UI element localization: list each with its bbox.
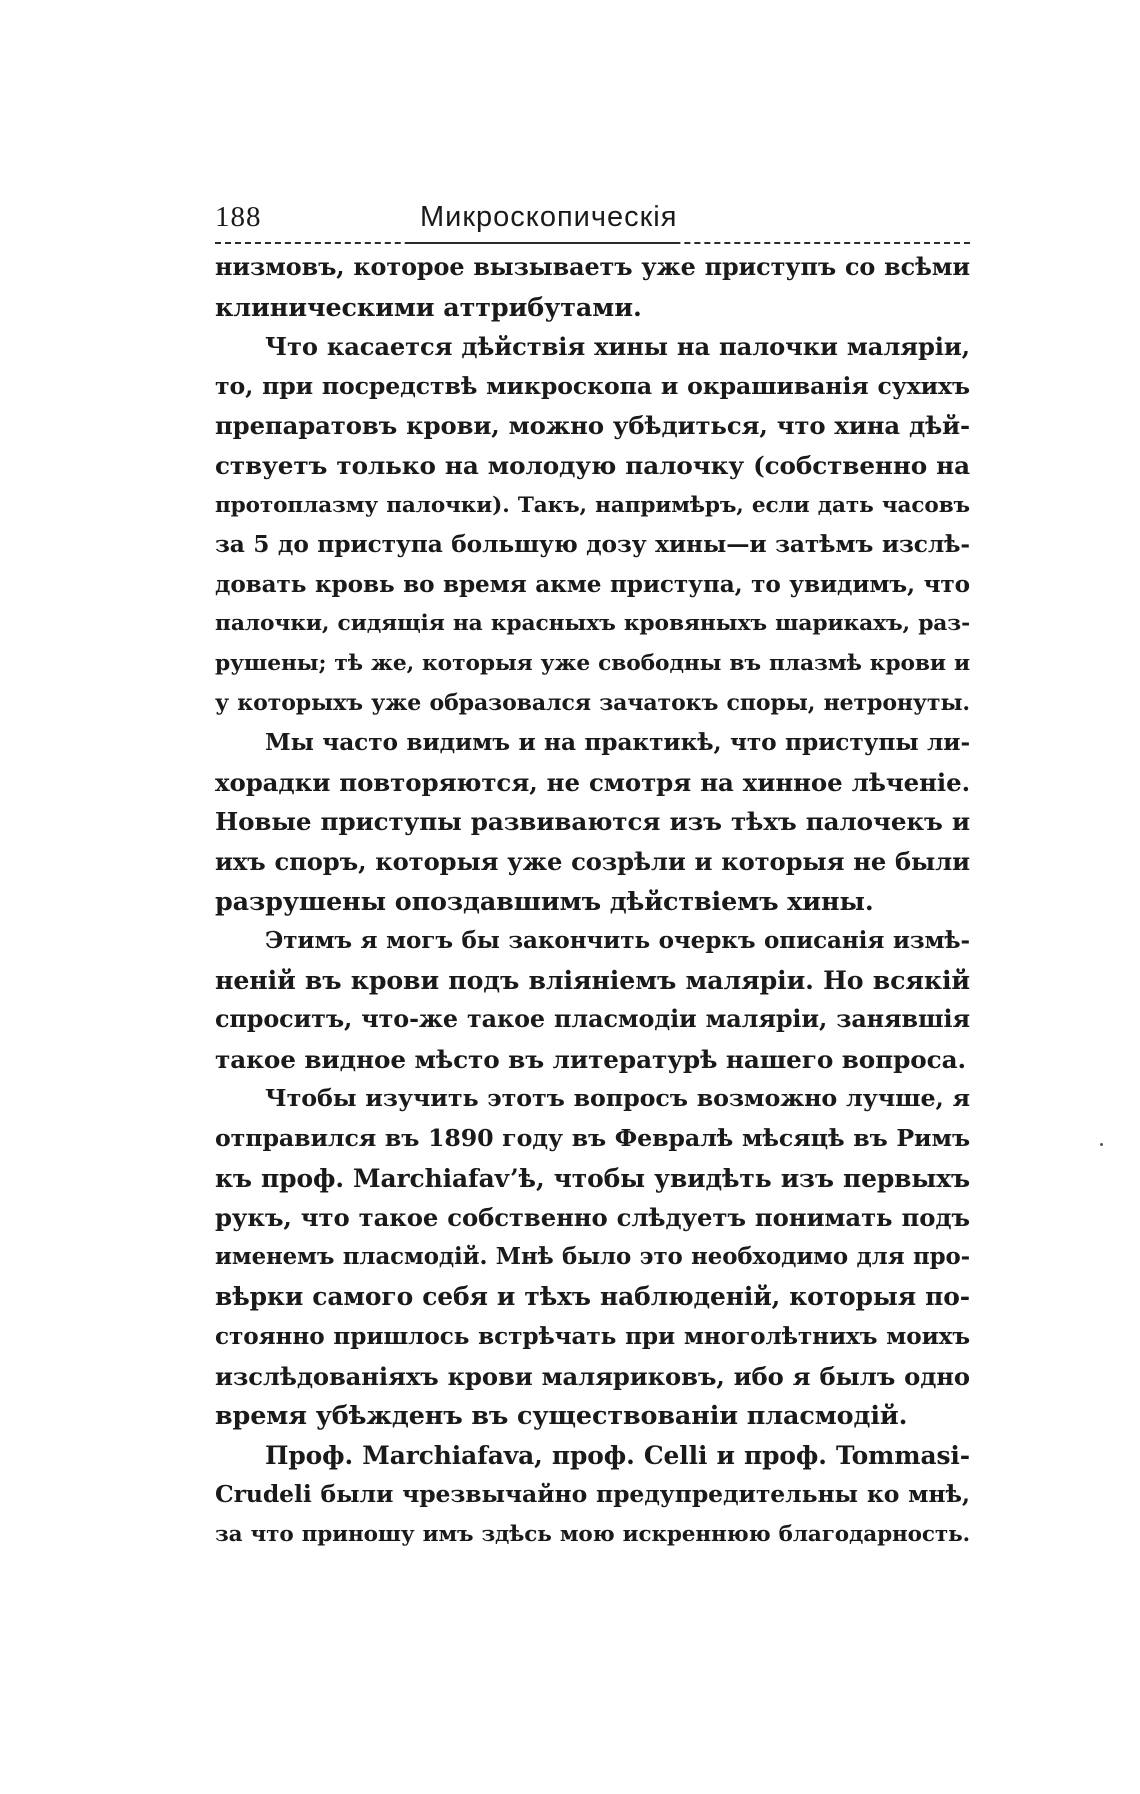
text-line: протоплазму палочки). Такъ, напримѣръ, если дать часовъ <box>215 492 970 518</box>
text-line: довать кровь во время акме приступа, то увидимъ, что <box>215 570 970 598</box>
text-line: Мы часто видимъ и на практикѣ, что приступы ли- <box>265 729 970 757</box>
paragraph-5 <box>215 1079 970 1435</box>
scan-speck <box>1100 1143 1103 1146</box>
text-line: низмовъ, которое вызываетъ уже приступъ со всѣми <box>215 253 970 281</box>
text-line: палочки, сидящія на красныхъ кровяныхъ шарикахъ, раз- <box>215 611 970 637</box>
text-line: время убѣжденъ въ существованіи пласмодій. <box>215 1400 908 1431</box>
text-line: изслѣдованіяхъ крови маляриковъ, ибо я былъ одно <box>215 1361 970 1391</box>
running-title: Микроскопическія <box>420 201 678 233</box>
text-line: вѣрки самого себя и тѣхъ наблюденій, которыя по- <box>215 1282 970 1312</box>
text-line: то, при посредствѣ микроскопа и окрашиванія сухихъ <box>215 371 970 400</box>
text-line: за 5 до приступа большую дозу хины—и затѣмъ изслѣ- <box>215 531 970 559</box>
text-line: Crudeli были чрезвычайно предупредительны ко мнѣ, <box>215 1480 970 1509</box>
text-line: Что касается дѣйствія хины на палочки маляріи, <box>265 332 970 362</box>
text-line: Новые приступы развиваются изъ тѣхъ палочекъ и <box>215 807 970 837</box>
text-line: ихъ споръ, которыя уже созрѣли и которыя не были <box>215 846 970 876</box>
paragraph-1 <box>215 248 970 327</box>
text-line: именемъ пласмодій. Мнѣ было это необходимо для про- <box>215 1243 970 1270</box>
text-line: разрушены опоздавшимъ дѣйствіемъ хины. <box>215 885 874 916</box>
paragraph-2 <box>215 327 970 723</box>
paragraph-3 <box>215 723 970 921</box>
text-line: Проф. Marchiafava, проф. Celli и проф. Tommasi- <box>265 1440 970 1470</box>
text-line: клиническими аттрибутами. <box>215 291 642 322</box>
text-line: къ проф. Marchiafav’ѣ, чтобы увидѣть изъ первыхъ <box>215 1163 970 1193</box>
running-head <box>215 195 970 243</box>
text-line: спроситъ, что-же такое пласмодіи маляріи, занявшія <box>215 1005 970 1034</box>
body-text <box>215 248 970 1555</box>
text-line: рукъ, что такое собственно слѣдуетъ понимать подъ <box>215 1203 970 1233</box>
text-line: за что приношу имъ здѣсь мою искреннюю благодарность. <box>215 1522 970 1547</box>
header-rule-solid <box>410 242 680 244</box>
text-line: ствуетъ только на молодую палочку (собственно на <box>215 450 970 480</box>
book-page <box>215 195 970 1555</box>
paragraph-6 <box>215 1436 970 1555</box>
text-line: Чтобы изучить этотъ вопросъ возможно лучше, я <box>265 1084 970 1113</box>
text-line: Этимъ я могъ бы закончить очеркъ описанія измѣ- <box>265 927 970 955</box>
text-line: стоянно пришлось встрѣчать при многолѣтнихъ моихъ <box>215 1323 970 1351</box>
text-line: рушены; тѣ же, которыя уже свободны въ плазмѣ крови и <box>215 650 970 676</box>
page-number: 188 <box>215 201 262 233</box>
text-line: отправился въ 1890 году въ Февралѣ мѣсяцѣ въ Римъ <box>215 1124 970 1153</box>
text-line: препаратовъ крови, можно убѣдиться, что хина дѣй- <box>215 411 970 441</box>
paragraph-4 <box>215 921 970 1079</box>
text-line: у которыхъ уже образовался зачатокъ споры, нетронуты. <box>215 689 970 716</box>
text-line: такое видное мѣсто въ литературѣ нашего вопроса. <box>215 1044 967 1074</box>
text-line: хорадки повторяются, не смотря на хинное лѣченіе. <box>215 767 970 797</box>
text-line: неній въ крови подъ вліяніемъ маляріи. Но всякій <box>215 964 970 995</box>
